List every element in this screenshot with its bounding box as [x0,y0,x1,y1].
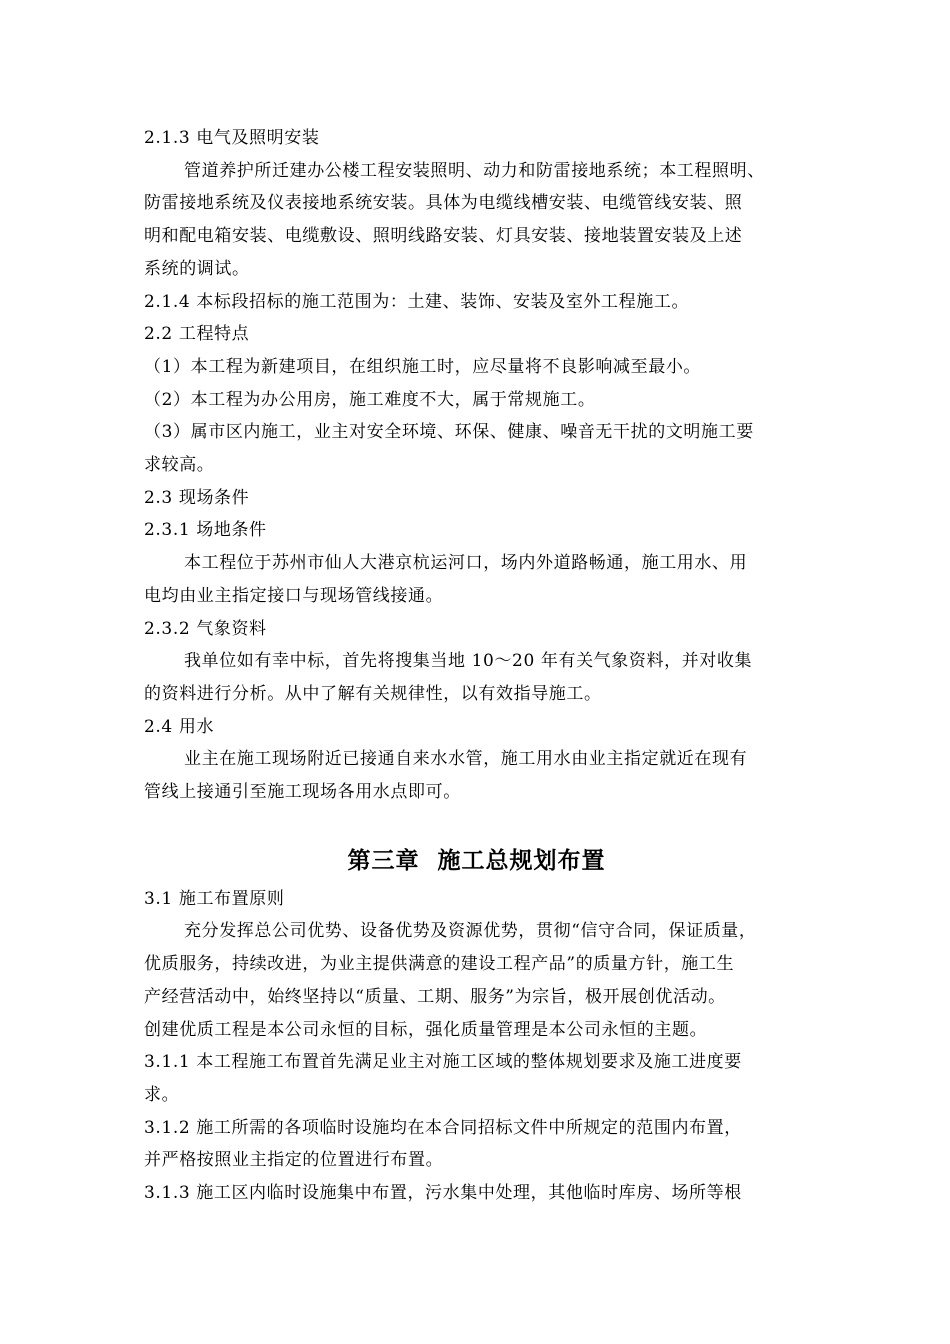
text-line: 3.1.1 本工程施工布置首先满足业主对施工区域的整体规划要求及施工进度要 [144,1052,742,1073]
text-line: 2.4 用水 [144,716,215,737]
text-line: 系统的调试。 [144,258,250,279]
text-line: （1）本工程为新建项目，在组织施工时，应尽量将不良影响减至最小。 [144,356,702,377]
text-line: 本工程位于苏州市仙人大港京杭运河口，场内外道路畅通，施工用水、用 [184,553,748,574]
text-line: 防雷接地系统及仪表接地系统安装。具体为电缆线槽安装、电缆管线安装、照 [144,193,743,214]
text-line: 的资料进行分析。从中了解有关规律性，以有效指导施工。 [144,683,602,704]
text-line: （2）本工程为办公用房，施工难度不大，属于常规施工。 [144,389,596,410]
text-line: 充分发挥总公司优势、设备优势及资源优势，贯彻“信守合同，保证质量， [184,921,757,942]
text-line: 产经营活动中，始终坚持以“质量、工期、服务”为宗旨，极开展创优活动。 [144,986,726,1007]
text-line: 3.1.2 施工所需的各项临时设施均在本合同招标文件中所规定的范围内布置， [144,1117,742,1138]
chapter-title: 第三章 施工总规划布置 [347,847,606,874]
text-line: 3.1 施工布置原则 [144,888,285,909]
text-line: 2.3.1 场地条件 [144,520,267,541]
text-line: 求较高。 [144,455,215,476]
text-line: 2.3.2 气象资料 [144,618,267,639]
text-line: 创建优质工程是本公司永恒的目标，强化质量管理是本公司永恒的主题。 [144,1019,708,1040]
text-line: 2.3 现场条件 [144,487,250,508]
section-3-body [144,883,809,1210]
text-line: 我单位如有幸中标，首先将搜集当地 10～20 年有关气象资料，并对收集 [184,651,753,672]
text-line: 业主在施工现场附近已接通自来水水管，施工用水由业主指定就近在现有 [184,749,748,770]
section-2-body [144,122,809,809]
text-line: 3.1.3 施工区内临时设施集中布置，污水集中处理，其他临时库房、场所等根 [144,1183,742,1204]
text-line: 2.1.4 本标段招标的施工范围为：土建、装饰、安装及室外工程施工。 [144,291,690,312]
text-line: （3）属市区内施工，业主对安全环境、环保、健康、噪音无干扰的文明施工要 [144,422,754,443]
text-line: 明和配电箱安装、电缆敷设、照明线路安装、灯具安装、接地装置安装及上述 [144,226,743,247]
text-line: 管线上接通引至施工现场各用水点即可。 [144,782,461,803]
text-line: 2.2 工程特点 [144,324,250,345]
text-line: 2.1.3 电气及照明安装 [144,128,320,148]
text-line: 优质服务，持续改进，为业主提供满意的建设工程产品”的质量方针，施工生 [144,954,735,975]
document-page [144,122,809,1210]
text-line: 并严格按照业主指定的位置进行布置。 [144,1150,444,1171]
text-line: 管道养护所迁建办公楼工程安装照明、动力和防雷接地系统；本工程照明、 [184,160,765,181]
text-line: 电均由业主指定接口与现场管线接通。 [144,585,444,606]
text-line: 求。 [144,1084,180,1105]
